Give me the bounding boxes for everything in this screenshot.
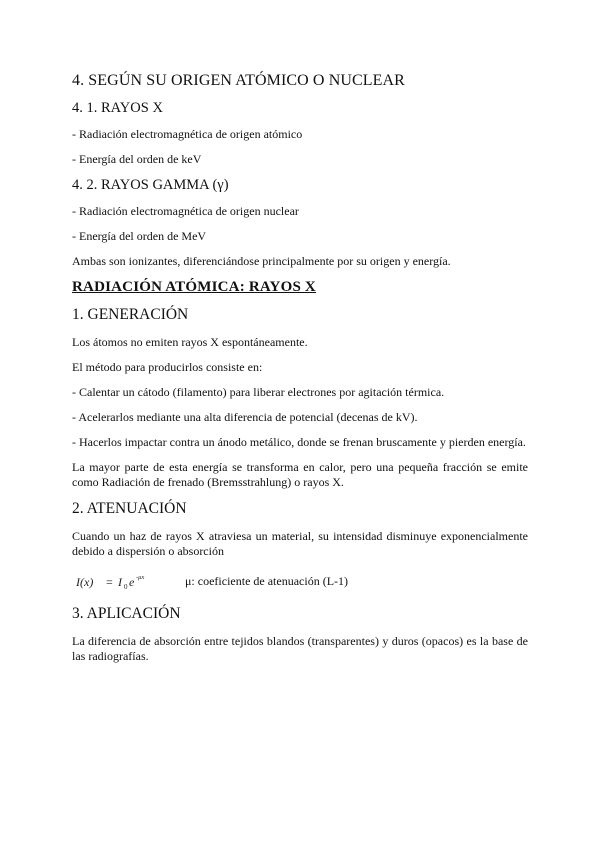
page-title: RADIACIÓN ATÓMICA: RAYOS X [72,279,316,295]
list-item: - Acelerarlos mediante una alta diferencia de potencial (decenas de kV). [72,410,418,424]
list-item: - Energía del orden de MeV [72,229,207,243]
formula-e: e [129,575,135,589]
list-item: - Radiación electromagnética de origen nuclear [72,204,299,218]
attenuation-formula [72,571,182,591]
formula-equals: = [106,575,113,589]
formula-note: μ: coeficiente de atenuación (L-1) [185,573,349,588]
formula-lhs: I(x) [76,575,94,589]
generation-paragraph-1: Los átomos no emiten rayos X espontáneamente. [72,335,308,349]
document-page [72,60,528,674]
formula-i0-sub: 0 [124,583,128,591]
summary-paragraph: Ambas son ionizantes, diferenciándose principalmente por su origen y energía. [72,254,451,268]
attenuation-paragraph: Cuando un haz de rayos X atraviesa un material, su intensidad disminuye exponencialmente debido a dispersión o absorción [72,529,528,558]
section-4-heading: 4. SEGÚN SU ORIGEN ATÓMICO O NUCLEAR [72,72,405,89]
section-4-1-heading: 4. 1. RAYOS X [72,100,163,116]
application-heading: 3. APLICACIÓN [72,605,181,622]
formula-row [72,569,528,593]
application-paragraph: La diferencia de absorción entre tejidos blandos (transparentes) y duros (opacos) es la base de las radiografías. [72,634,528,663]
list-item: - Calentar un cátodo (filamento) para liberar electrones por agitación térmica. [72,385,445,399]
generation-paragraph-3: La mayor parte de esta energía se transforma en calor, pero una pequeña fracción se emite como Radiación de frenado (Bremsstrahlung) o rayos X. [72,460,528,489]
generation-paragraph-2: El método para producirlos consiste en: [72,360,263,374]
section-4-2-heading: 4. 2. RAYOS GAMMA (γ) [72,177,229,193]
attenuation-heading: 2. ATENUACIÓN [72,500,187,517]
list-item: - Hacerlos impactar contra un ánodo metálico, donde se frenan bruscamente y pierden energía. [72,435,526,449]
generation-heading: 1. GENERACIÓN [72,306,189,323]
list-item: - Energía del orden de keV [72,152,202,166]
list-item: - Radiación electromagnética de origen atómico [72,127,303,141]
formula-i0: I [118,575,122,589]
formula-exponent: -μx [136,574,145,581]
